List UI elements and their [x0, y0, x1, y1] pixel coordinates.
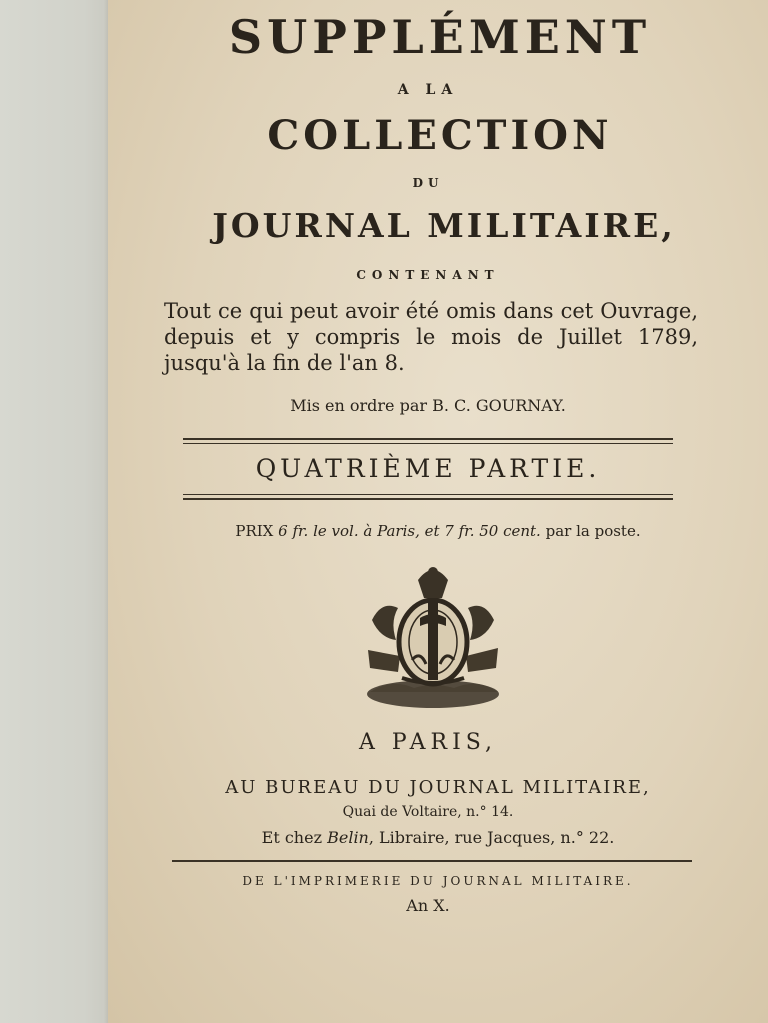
imprint-city: A PARIS, [358, 730, 498, 755]
imprint-rule [172, 860, 692, 862]
year-line: An X. [406, 896, 450, 915]
title-journal-militaire: JOURNAL MILITAIRE, [212, 206, 676, 245]
connector-contenant: CONTENANT [356, 268, 500, 282]
connector-du: DU [412, 176, 444, 190]
rule-bottom-1 [183, 494, 673, 495]
description-paragraph: Tout ce qui peut avoir été omis dans cet Ouvrage, depuis et y compris le mois de Juillet 1789, jusqu'à la fin de l'an 8. [164, 299, 698, 375]
price-line [168, 522, 708, 540]
belin-suffix: , Libraire, rue Jacques, n.° 22. [368, 828, 615, 847]
imprint-belin-line [158, 828, 718, 847]
rule-top-2 [183, 443, 673, 444]
printer-line: DE L'IMPRIMERIE DU JOURNAL MILITAIRE. [242, 874, 634, 888]
imprint-address: Quai de Voltaire, n.° 14. [342, 804, 514, 820]
price-text: 6 fr. le vol. à Paris, et 7 fr. 50 cent. [278, 522, 541, 540]
rule-bottom-2 [183, 498, 673, 500]
title-supplement: SUPPLÉMENT [228, 10, 652, 64]
author-line: Mis en ordre par B. C. GOURNAY. [290, 396, 566, 415]
price-prefix: PRIX [235, 522, 274, 540]
part-heading: QUATRIÈME PARTIE. [255, 454, 601, 483]
imprint-bureau: AU BUREAU DU JOURNAL MILITAIRE, [225, 777, 651, 798]
rule-top-1 [183, 438, 673, 440]
title-collection: COLLECTION [267, 112, 613, 159]
price-suffix: par la poste. [545, 522, 641, 540]
belin-prefix: Et chez [261, 828, 322, 847]
belin-name: Belin [327, 828, 369, 847]
fasces-emblem-icon [362, 560, 504, 712]
title-page [108, 0, 768, 1023]
connector-a-la: A LA [397, 82, 459, 98]
